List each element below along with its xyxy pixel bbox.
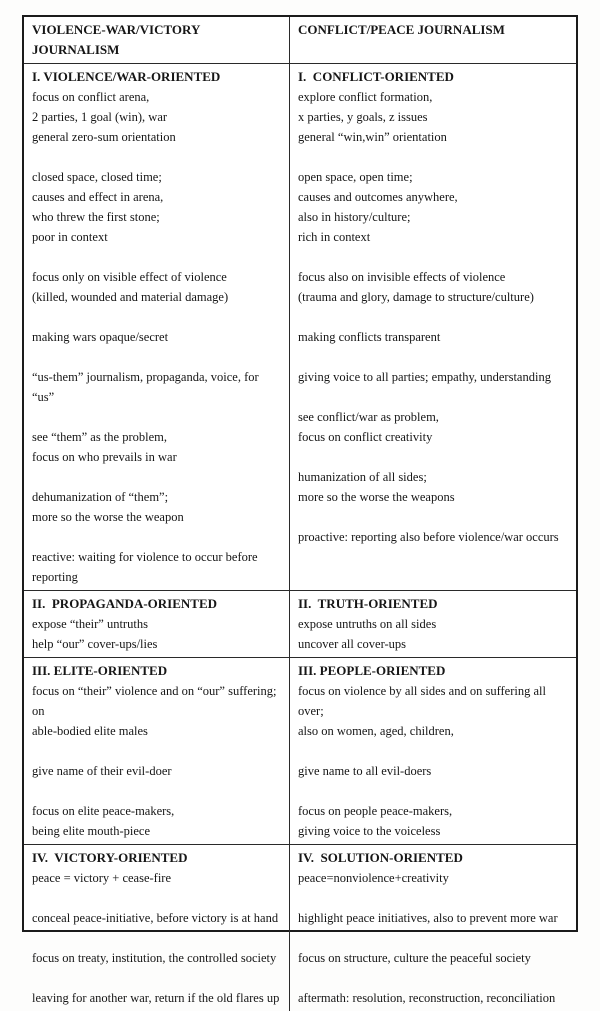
text-line: 2 parties, 1 goal (win), war [32,110,168,124]
section-row-3 [24,657,576,844]
paragraph-group [32,614,281,654]
paragraph-group [298,681,568,741]
paragraph-group [32,547,281,587]
section-2-cell-left [24,591,290,657]
paragraph-group [32,487,281,527]
section-4-cell-right [290,845,576,1011]
text-line: focus on people peace-makers, [298,804,453,818]
text-line: general zero-sum orientation [32,130,176,144]
text-line: proactive: reporting also before violence/war occurs [298,530,559,544]
text-line: leaving for another war, return if the old flares up [32,991,280,1005]
paragraph-group [32,868,281,888]
text-line: more so the worse the weapon [32,510,184,524]
paragraph-group [298,868,568,888]
paragraph-group [298,948,568,968]
section-1-cell-left [24,64,290,590]
text-line: focus only on visible effect of violence [32,270,227,284]
table-header-row [24,17,576,63]
text-line: able-bodied elite males [32,724,148,738]
text-line: see “them” as the problem, [32,430,168,444]
text-line: (killed, wounded and material damage) [32,290,229,304]
paragraph-group [298,267,568,307]
text-line: highlight peace initiatives, also to prevent more war [298,911,558,925]
text-line: poor in context [32,230,108,244]
paragraph-group [298,167,568,247]
paragraph-group [32,761,281,781]
text-line: causes and effect in arena, [32,190,164,204]
text-line: also on women, aged, children, [298,724,454,738]
text-line: being elite mouth-piece [32,824,151,838]
paragraph-group [32,87,281,147]
text-line: focus on violence by all sides and on suffering all over; [298,684,550,718]
text-line: dehumanization of “them”; [32,490,169,504]
text-line: “us-them” journalism, propaganda, voice, for “us” [32,370,262,404]
paragraph-group [298,908,568,928]
text-line: help “our” cover-ups/lies [32,637,158,651]
text-line: peace = victory + cease-fire [32,871,172,885]
paragraph-group [298,467,568,507]
paragraph-group [298,367,568,387]
text-line: closed space, closed time; [32,170,162,184]
text-line: see conflict/war as problem, [298,410,439,424]
section-heading: II. TRUTH-ORIENTED [298,596,438,611]
text-line: expose “their” untruths [32,617,148,631]
text-line: explore conflict formation, [298,90,433,104]
section-heading: I. VIOLENCE/WAR-ORIENTED [32,69,221,84]
text-line: focus on treaty, institution, the controlled society [32,951,277,965]
paragraph-group [32,908,281,928]
text-line: focus on conflict creativity [298,430,433,444]
text-line: making wars opaque/secret [32,330,169,344]
text-line: reactive: waiting for violence to occur before reporting [32,550,261,584]
paragraph-group [298,988,568,1008]
header-cell-peace-journalism: CONFLICT/PEACE JOURNALISM [298,22,505,37]
paragraph-group [32,681,281,741]
text-line: conceal peace-initiative, before victory is at hand [32,911,279,925]
text-line: aftermath: resolution, reconstruction, reconciliation [298,991,556,1005]
section-4-cell-left [24,845,290,1011]
paragraph-group [32,988,281,1008]
text-line: rich in context [298,230,371,244]
section-row-4 [24,844,576,1011]
text-line: focus on elite peace-makers, [32,804,175,818]
paragraph-group [32,427,281,467]
text-line: give name to all evil-doers [298,764,432,778]
text-line: causes and outcomes anywhere, [298,190,458,204]
paragraph-group [298,527,568,547]
text-line: focus on “their” violence and on “our” suffering; on [32,684,280,718]
paragraph-group [32,801,281,841]
text-line: general “win,win” orientation [298,130,447,144]
paragraph-group [298,761,568,781]
paragraph-group [32,327,281,347]
text-line: focus on conflict arena, [32,90,150,104]
text-line: focus on structure, culture the peaceful society [298,951,531,965]
paragraph-group [32,167,281,247]
section-heading: IV. VICTORY-ORIENTED [32,850,188,865]
text-line: giving voice to all parties; empathy, understanding [298,370,551,384]
paragraph-group [298,614,568,654]
section-3-cell-right [290,658,576,844]
paragraph-group [298,407,568,447]
text-line: more so the worse the weapons [298,490,455,504]
paragraph-group [32,948,281,968]
paragraph-group [298,87,568,147]
comparison-table [22,15,578,1005]
section-2-cell-right [290,591,576,657]
text-line: peace=nonviolence+creativity [298,871,449,885]
section-heading: II. PROPAGANDA-ORIENTED [32,596,218,611]
paragraph-group [32,267,281,307]
text-line: open space, open time; [298,170,413,184]
section-heading: I. CONFLICT-ORIENTED [298,69,454,84]
paragraph-group [298,327,568,347]
text-line: focus on who prevails in war [32,450,177,464]
section-row-2 [24,590,576,657]
section-row-1 [24,63,576,590]
text-line: uncover all cover-ups [298,637,407,651]
text-line: giving voice to the voiceless [298,824,441,838]
section-1-cell-right [290,64,576,590]
text-line: making conflicts transparent [298,330,441,344]
text-line: x parties, y goals, z issues [298,110,428,124]
section-heading: IV. SOLUTION-ORIENTED [298,850,463,865]
section-3-cell-left [24,658,290,844]
text-line: give name of their evil-doer [32,764,172,778]
section-heading: III. PEOPLE-ORIENTED [298,663,446,678]
header-cell-war-journalism: VIOLENCE-WAR/VICTORY JOURNALISM [24,17,290,63]
paragraph-group [298,801,568,841]
section-heading: III. ELITE-ORIENTED [32,663,168,678]
paragraph-group [32,367,281,407]
text-line: also in history/culture; [298,210,411,224]
text-line: who threw the first stone; [32,210,160,224]
text-line: expose untruths on all sides [298,617,437,631]
text-line: focus also on invisible effects of violence [298,270,506,284]
text-line: humanization of all sides; [298,470,427,484]
text-line: (trauma and glory, damage to structure/culture) [298,290,534,304]
